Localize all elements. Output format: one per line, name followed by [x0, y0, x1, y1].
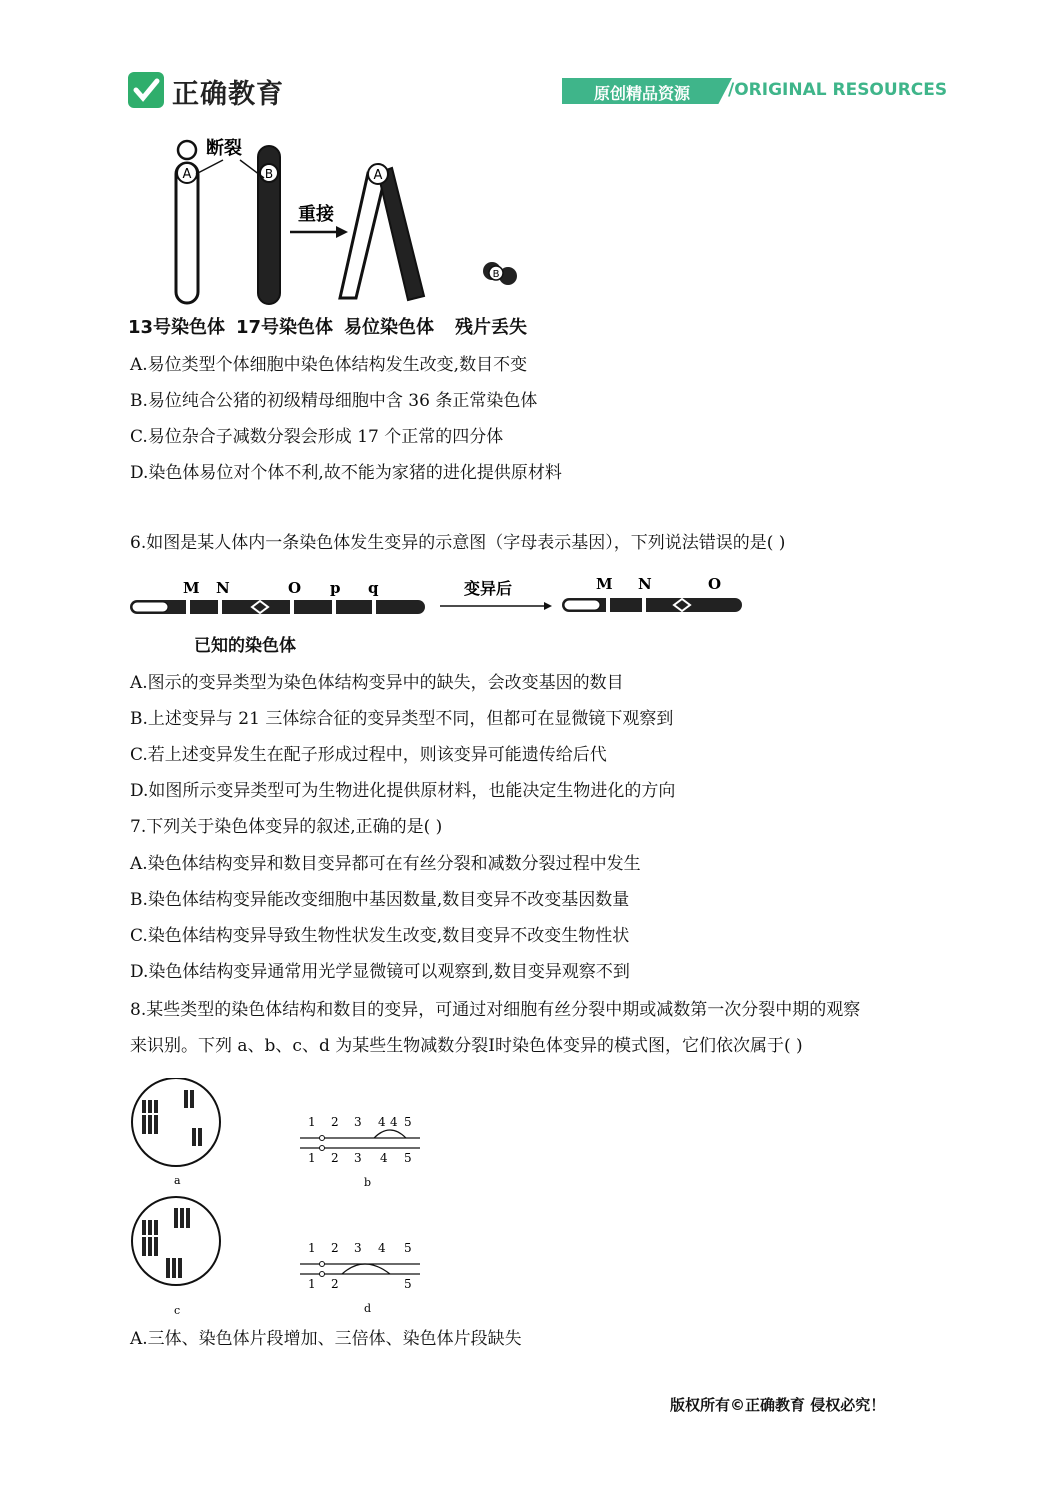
d-top-5: 5	[404, 1241, 412, 1255]
label-a: a	[174, 1174, 181, 1187]
q8-stem-line1: 8.某些类型的染色体结构和数目的变异，可通过对细胞有丝分裂中期或减数第一次分裂中期的观察	[130, 1000, 861, 1020]
d-bottom-1: 1	[308, 1277, 316, 1291]
caption-chr17: 17号染色体	[236, 317, 334, 338]
arrow-icon	[544, 602, 552, 610]
q5-option-c: C.易位杂合子减数分裂会形成 17 个正常的四分体	[130, 427, 504, 447]
gene-b-label-1: B	[264, 167, 274, 181]
translocated-black-arm	[378, 168, 424, 300]
q5-option-d: D.染色体易位对个体不利,故不能为家猪的进化提供原材料	[130, 463, 562, 483]
rejoin-label: 重接	[298, 204, 334, 225]
label-d: d	[364, 1302, 372, 1315]
caption-fragment-lost: 残片丢失	[455, 317, 527, 338]
q8-stem-line2: 来识别。下列 a、b、c、d 为某些生物减数分裂Ⅰ时染色体变异的模式图，它们依次属于( )	[130, 1036, 803, 1056]
d-top-1: 1	[308, 1241, 316, 1255]
gene-n: N	[216, 579, 230, 597]
gene-q: q	[368, 579, 379, 597]
q7-option-a: A.染色体结构变异和数目变异都可在有丝分裂和减数分裂过程中发生	[130, 854, 641, 874]
q7-option-c: C.染色体结构变异导致生物性状发生改变,数目变异不改变生物性状	[130, 926, 630, 946]
b-bottom-4: 4	[380, 1151, 388, 1165]
gene-b-label-2: B	[492, 269, 500, 280]
banner-cn: 原创精品资源	[594, 84, 691, 103]
b-top-5: 5	[404, 1115, 412, 1129]
gene-m-after: M	[596, 575, 613, 593]
banner-en: /ORIGINAL RESOURCES	[728, 80, 948, 100]
copyright-footer: 版权所有©正确教育 侵权必究！	[670, 1396, 886, 1414]
b-top-3: 3	[354, 1115, 362, 1129]
q7-stem: 7.下列关于染色体变异的叙述,正确的是( )	[130, 817, 443, 837]
mutation-label: 变异后	[464, 579, 513, 598]
caption-chr13: 13号染色体	[128, 317, 226, 338]
b-bottom-3: 3	[354, 1151, 362, 1165]
deletion-figure	[128, 572, 748, 632]
arrow-icon	[336, 226, 348, 238]
q7-option-d: D.染色体结构变异通常用光学显微镜可以观察到,数目变异观察不到	[130, 962, 630, 982]
q5-option-a: A.易位类型个体细胞中染色体结构发生改变,数目不变	[130, 355, 528, 375]
d-bottom-2: 2	[331, 1277, 339, 1291]
break-label: 断裂	[206, 138, 242, 159]
translocated-white-arm	[340, 173, 386, 298]
gene-o-after: O	[708, 575, 722, 593]
b-top-4a: 4	[378, 1115, 386, 1129]
translocation-figure	[128, 128, 548, 338]
b-top-2: 2	[331, 1115, 339, 1129]
b-bottom-2: 2	[331, 1151, 339, 1165]
gene-a-label-2: A	[373, 168, 383, 183]
logo-text: 正确教育	[172, 79, 284, 110]
d-top-2: 2	[331, 1241, 339, 1255]
q8-option-a: A.三体、染色体片段增加、三倍体、染色体片段缺失	[130, 1329, 522, 1349]
label-c: c	[174, 1304, 181, 1317]
logo-check-icon	[128, 72, 164, 108]
q6-option-c: C.若上述变异发生在配子形成过程中，则该变异可能遗传给后代	[130, 745, 607, 765]
gene-p: p	[330, 579, 341, 597]
gene-o: O	[288, 579, 302, 597]
d-top-4: 4	[378, 1241, 386, 1255]
q6-stem: 6.如图是某人体内一条染色体发生变异的示意图（字母表示基因），下列说法错误的是( )	[130, 533, 786, 553]
gene-n-after: N	[638, 575, 652, 593]
b-top-1: 1	[308, 1115, 316, 1129]
q7-option-b: B.染色体结构变异能改变细胞中基因数量,数目变异不改变基因数量	[130, 890, 630, 910]
known-chromosome-caption: 已知的染色体	[194, 636, 296, 656]
q6-option-a: A.图示的变异类型为染色体结构变异中的缺失，会改变基因的数目	[130, 673, 624, 693]
q6-option-d: D.如图所示变异类型可为生物进化提供原材料，也能决定生物进化的方向	[130, 781, 676, 801]
meiosis-figure	[128, 1078, 428, 1318]
satellite	[178, 141, 196, 159]
q5-option-b: B.易位纯合公猪的初级精母细胞中含 36 条正常染色体	[130, 391, 538, 411]
gene-a-label-1: A	[182, 167, 192, 182]
d-top-3: 3	[354, 1241, 362, 1255]
b-bottom-5: 5	[404, 1151, 412, 1165]
gene-m: M	[183, 579, 200, 597]
caption-translocated: 易位染色体	[344, 317, 434, 338]
label-b: b	[364, 1176, 372, 1189]
b-top-4b: 4	[390, 1115, 398, 1129]
d-bottom-5: 5	[404, 1277, 412, 1291]
q6-option-b: B.上述变异与 21 三体综合征的变异类型不同，但都可在显微镜下观察到	[130, 709, 674, 729]
b-bottom-1: 1	[308, 1151, 316, 1165]
